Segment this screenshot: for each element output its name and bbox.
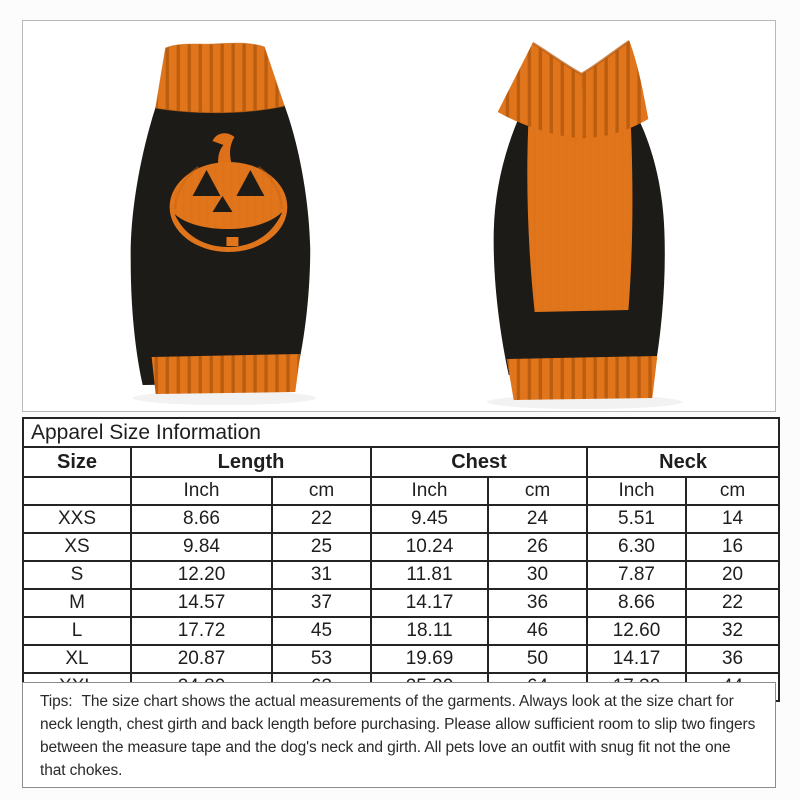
value-cell: 50: [488, 645, 587, 673]
value-cell: 45: [272, 617, 371, 645]
unit-cell-length-cm: cm: [272, 477, 371, 505]
value-cell: 14.17: [371, 589, 488, 617]
value-cell: 7.87: [587, 561, 686, 589]
unit-cell-neck-inch: Inch: [587, 477, 686, 505]
sweater-back-view: [494, 41, 665, 400]
size-cell: XL: [23, 645, 131, 673]
value-cell: 11.81: [371, 561, 488, 589]
table-unit-row: [23, 477, 779, 505]
value-cell: 10.24: [371, 533, 488, 561]
table-title: Apparel Size Information: [23, 418, 779, 447]
pumpkin-tooth-gap: [212, 212, 223, 223]
tips-label: Tips:: [40, 693, 73, 710]
unit-cell-chest-cm: cm: [488, 477, 587, 505]
table-row: [23, 589, 779, 617]
size-cell: XS: [23, 533, 131, 561]
col-header-length: Length: [131, 447, 371, 477]
value-cell: 9.84: [131, 533, 272, 561]
value-cell: 14.17: [587, 645, 686, 673]
product-photo: [23, 21, 775, 411]
value-cell: 36: [686, 645, 779, 673]
table-header-row: [23, 447, 779, 477]
value-cell: 26: [488, 533, 587, 561]
value-cell: 14.57: [131, 589, 272, 617]
col-header-chest: Chest: [371, 447, 587, 477]
col-header-size: Size: [23, 447, 131, 477]
value-cell: 6.30: [587, 533, 686, 561]
unit-cell-empty: [23, 477, 131, 505]
col-header-neck: Neck: [587, 447, 779, 477]
value-cell: 25: [272, 533, 371, 561]
value-cell: 9.45: [371, 505, 488, 533]
value-cell: 36: [488, 589, 587, 617]
value-cell: 20: [686, 561, 779, 589]
table-row: [23, 505, 779, 533]
value-cell: 19.69: [371, 645, 488, 673]
value-cell: 46: [488, 617, 587, 645]
value-cell: 37: [272, 589, 371, 617]
value-cell: 17.72: [131, 617, 272, 645]
apparel-size-table: [22, 417, 780, 702]
size-cell: L: [23, 617, 131, 645]
value-cell: 8.66: [131, 505, 272, 533]
hem-front: [152, 354, 301, 394]
value-cell: 8.66: [587, 589, 686, 617]
value-cell: 20.87: [131, 645, 272, 673]
size-cell: S: [23, 561, 131, 589]
value-cell: 32: [686, 617, 779, 645]
table-row: [23, 533, 779, 561]
collar-front: [156, 43, 285, 112]
unit-cell-length-inch: Inch: [131, 477, 272, 505]
product-photo-box: [22, 20, 776, 412]
value-cell: 12.20: [131, 561, 272, 589]
tips-text: The size chart shows the actual measurements of the garments. Always look at the size chart for neck length, chest girth and back length before purchasing. Please allow sufficient room to slip two fingers between the measure tape and the dog's neck and girth. All pets love an outfit with snug fit not the one that chokes.: [40, 693, 756, 779]
value-cell: 22: [686, 589, 779, 617]
value-cell: 24: [488, 505, 587, 533]
table-row: [23, 561, 779, 589]
sweater-front-view: [131, 43, 311, 394]
unit-cell-neck-cm: cm: [686, 477, 779, 505]
size-cell: XXS: [23, 505, 131, 533]
unit-cell-chest-inch: Inch: [371, 477, 488, 505]
table-row: [23, 645, 779, 673]
tips-box: [22, 682, 776, 788]
table-title-row: [23, 418, 779, 447]
value-cell: 18.11: [371, 617, 488, 645]
value-cell: 5.51: [587, 505, 686, 533]
value-cell: 16: [686, 533, 779, 561]
table-row: [23, 617, 779, 645]
value-cell: 14: [686, 505, 779, 533]
size-table-body: [23, 505, 779, 701]
value-cell: 53: [272, 645, 371, 673]
hem-back: [507, 356, 658, 400]
value-cell: 22: [272, 505, 371, 533]
size-cell: M: [23, 589, 131, 617]
value-cell: 31: [272, 561, 371, 589]
value-cell: 30: [488, 561, 587, 589]
value-cell: 12.60: [587, 617, 686, 645]
